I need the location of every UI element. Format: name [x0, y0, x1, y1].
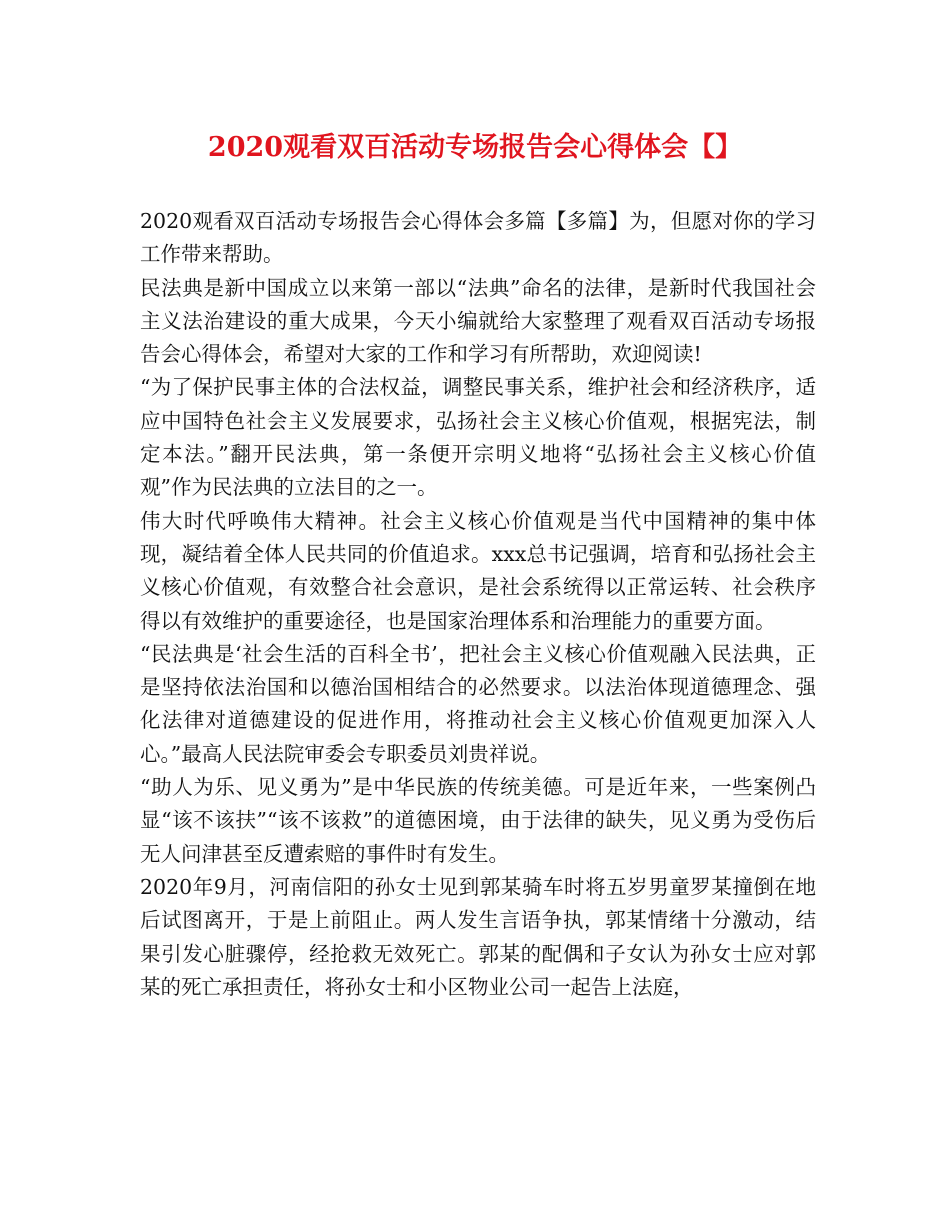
document-body: [140, 205, 816, 1004]
document-title: 2020观看双百活动专场报告会心得体会【】: [207, 132, 743, 163]
paragraph-civil-code: 民法典是新中国成立以来第一部以“法典”命名的法律，是新时代我国社会主义法治建设的重大成果，今天小编就给大家整理了观看双百活动专场报告会心得体会，希望对大家的工作和学习有所帮助，欢迎阅读!: [140, 275, 816, 367]
paragraph-encyclopedia: “民法典是‘社会生活的百科全书’，把社会主义核心价值观融入民法典，正是坚持依法治国和以德治国相结合的必然要求。以法治体现道德理念、强化法律对道德建设的促进作用，将推动社会主义核心价值观更加深入人心。”最高人民法院审委会专职委员刘贵祥说。: [140, 641, 816, 766]
paragraph-helping-others: “助人为乐、见义勇为”是中华民族的传统美德。可是近年来，一些案例凸显“该不该扶”“该不该救”的道德困境，由于法律的缺失，见义勇为受伤后无人问津甚至反遭索赔的事件时有发生。: [140, 775, 816, 866]
paragraph-great-era: 伟大时代呼唤伟大精神。社会主义核心价值观是当代中国精神的集中体现，凝结着全体人民共同的价值追求。xxx总书记强调，培育和弘扬社会主义核心价值观，有效整合社会意识，是社会系统得以正常运转、社会秩序得以有效维护的重要途径，也是国家治理体系和治理能力的重要方面。: [140, 508, 816, 633]
paragraph-intro: 2020观看双百活动专场报告会心得体会多篇【多篇】为，但愿对你的学习工作带来帮助。: [140, 209, 816, 267]
paragraph-case: 2020年9月，河南信阳的孙女士见到郭某骑车时将五岁男童罗某撞倒在地后试图离开，于是上前阻止。两人发生言语争执，郭某情绪十分激动，结果引发心脏骤停，经抢救无效死亡。郭某的配偶和子女认为孙女士应对郭某的死亡承担责任，将孙女士和小区物业公司一起告上法庭，: [140, 874, 816, 999]
paragraph-article-one: “为了保护民事主体的合法权益，调整民事关系，维护社会和经济秩序，适应中国特色社会主义发展要求，弘扬社会主义核心价值观，根据宪法，制定本法。”翻开民法典，第一条便开宗明义地将“弘扬社会主义核心价值观”作为民法典的立法目的之一。: [140, 375, 816, 500]
